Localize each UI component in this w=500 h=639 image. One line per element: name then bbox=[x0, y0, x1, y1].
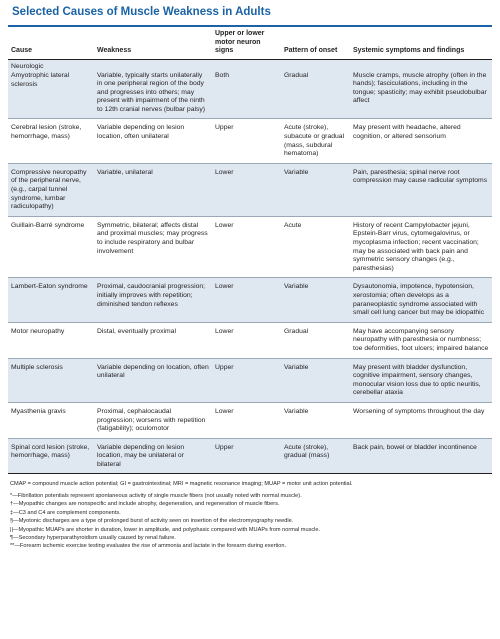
table-cell-cause bbox=[8, 59, 94, 119]
table-cell-systemic: May have accompanying sensory neuropathy with paresthesia or numbness; toe deformities, foot ulcers; impaired balance bbox=[350, 322, 492, 358]
abbreviations-note: CMAP = compound muscle action potential; GI = gastrointestinal; MRI = magnetic resonance imaging; MUAP = motor unit action potential. bbox=[10, 481, 353, 488]
table-row bbox=[8, 402, 492, 438]
table-row bbox=[8, 59, 492, 119]
table-cell-systemic: History of recent Campylobacter jejuni, Epstein-Barr virus, cytomegalovirus, or mycoplasma infection; recent vaccination; may be associated with back pain and symmetric sensory changes (e.g., paresthesias) bbox=[350, 216, 492, 278]
table-row bbox=[8, 358, 492, 402]
table-cell-cause: Multiple sclerosis bbox=[8, 358, 94, 402]
header-cause: Cause bbox=[8, 27, 94, 59]
footnote: **—Forearm ischemic exercise testing evaluates the rise of ammonia and lactate in the forearm during exertion. bbox=[10, 543, 287, 550]
table-cell-systemic: Muscle cramps, muscle atrophy (often in the hands); fasciculations, including in the tongue; spasticity; may exhibit pseudobulbar affect bbox=[350, 59, 492, 119]
table-cell-systemic: Back pain, bowel or bladder incontinence bbox=[350, 438, 492, 474]
footnote: *—Fibrillation potentials represent spontaneous activity of single muscle fibers (not usually noted with normal muscle). bbox=[10, 492, 302, 499]
table-cell-neuron: Lower bbox=[212, 402, 281, 438]
table-cell-weakness: Variable, typically starts unilaterally in one peripheral region of the body and progresses into others; may present with impairment of the ninth to 12th cranial nerves (bulbar palsy) bbox=[94, 59, 212, 119]
table-cell-neuron: Lower bbox=[212, 278, 281, 322]
table-cell-weakness: Variable depending on lesion location, may be unilateral or bilateral bbox=[94, 438, 212, 474]
header-systemic: Systemic symptoms and findings bbox=[350, 27, 492, 59]
table-cell-neuron: Upper bbox=[212, 438, 281, 474]
header-onset: Pattern of onset bbox=[281, 27, 350, 59]
table-cell-onset: Acute bbox=[281, 216, 350, 278]
table-cell-cause: Motor neuropathy bbox=[8, 322, 94, 358]
table-cell-onset: Acute (stroke), gradual (mass) bbox=[281, 438, 350, 474]
footnote: †—Myopathic changes are nonspecific and include atrophy, degeneration, and regeneration of muscle fibers. bbox=[10, 501, 280, 508]
table-row bbox=[8, 278, 492, 322]
table-cell-cause: Myasthenia gravis bbox=[8, 402, 94, 438]
footnote: ||—Myopathic MUAPs are shorter in duration, lower in amplitude, and polyphasic compared with MUAPs from normal muscle. bbox=[10, 526, 321, 533]
table-row bbox=[8, 322, 492, 358]
table-cell-neuron: Lower bbox=[212, 322, 281, 358]
table-cell-systemic: May present with bladder dysfunction, cognitive impairment, sensory changes, monocular vision loss due to optic neuritis, cerebellar ataxia bbox=[350, 358, 492, 402]
table-cell-systemic: Dysautonomia, impotence, hypotension, xerostomia; often develops as a paraneoplastic syndrome associated with small cell lung cancer but may be idiopathic bbox=[350, 278, 492, 322]
table-cell-weakness: Variable depending on location, often unilateral bbox=[94, 358, 212, 402]
table-header-row bbox=[8, 27, 492, 59]
cause-text: Amyotrophic lateral sclerosis bbox=[11, 72, 70, 88]
table-cell-onset: Variable bbox=[281, 358, 350, 402]
table-cell-cause: Lambert-Eaton syndrome bbox=[8, 278, 94, 322]
table-cell-weakness: Proximal, caudocranial progression; initially improves with repetition; diminished tendon reflexes bbox=[94, 278, 212, 322]
table-cell-systemic: Worsening of symptoms throughout the day bbox=[350, 402, 492, 438]
table-cell-onset: Variable bbox=[281, 163, 350, 216]
header-neuron-signs: Upper or lower motor neuron signs bbox=[212, 27, 281, 59]
table-cell-weakness: Symmetric, bilateral; affects distal and proximal muscles; may progress to include respiratory and bulbar involvement bbox=[94, 216, 212, 278]
header-weakness: Weakness bbox=[94, 27, 212, 59]
table-cell-onset: Variable bbox=[281, 278, 350, 322]
table-footnotes bbox=[10, 480, 490, 550]
table-cell-cause: Guillain-Barré syndrome bbox=[8, 216, 94, 278]
table-cell-neuron: Both bbox=[212, 59, 281, 119]
table-cell-cause: Compressive neuropathy of the peripheral nerve, (e.g., carpal tunnel syndrome, lumbar radiculopathy) bbox=[8, 163, 94, 216]
table-row bbox=[8, 163, 492, 216]
table-cell-systemic: Pain, paresthesia; spinal nerve root compression may cause radicular symptoms bbox=[350, 163, 492, 216]
table-cell-onset: Acute (stroke), subacute or gradual (mass, subdural hematoma) bbox=[281, 119, 350, 163]
footnote: ¶—Secondary hyperparathyroidism usually caused by renal failure. bbox=[10, 534, 176, 541]
table-cell-weakness: Variable depending on lesion location, often unilateral bbox=[94, 119, 212, 163]
muscle-weakness-table bbox=[8, 27, 492, 474]
table-cell-weakness: Distal, eventually proximal bbox=[94, 322, 212, 358]
footnote: ‡—C3 and C4 are complement components. bbox=[10, 509, 121, 516]
table-cell-cause: Spinal cord lesion (stroke, hemorrhage, mass) bbox=[8, 438, 94, 474]
footnote: §—Myotonic discharges are a type of prolonged burst of activity seen on insertion of the electromyography needle. bbox=[10, 518, 294, 525]
table-cell-neuron: Upper bbox=[212, 358, 281, 402]
table-row bbox=[8, 216, 492, 278]
table-cell-neuron: Lower bbox=[212, 216, 281, 278]
table-cell-weakness: Proximal, cephalocaudal progression; worsens with repetition (fatigability); oculomotor bbox=[94, 402, 212, 438]
table-cell-onset: Gradual bbox=[281, 59, 350, 119]
group-label: Neurologic bbox=[11, 62, 44, 70]
table-cell-cause: Cerebral lesion (stroke, hemorrhage, mass) bbox=[8, 119, 94, 163]
table-title: Selected Causes of Muscle Weakness in Adults bbox=[12, 6, 271, 18]
table-cell-onset: Gradual bbox=[281, 322, 350, 358]
table-cell-onset: Variable bbox=[281, 402, 350, 438]
table-row bbox=[8, 119, 492, 163]
table-row bbox=[8, 438, 492, 474]
table-cell-neuron: Upper bbox=[212, 119, 281, 163]
table-cell-weakness: Variable, unilateral bbox=[94, 163, 212, 216]
table-cell-systemic: May present with headache, altered cognition, or altered sensorium bbox=[350, 119, 492, 163]
table-cell-neuron: Lower bbox=[212, 163, 281, 216]
